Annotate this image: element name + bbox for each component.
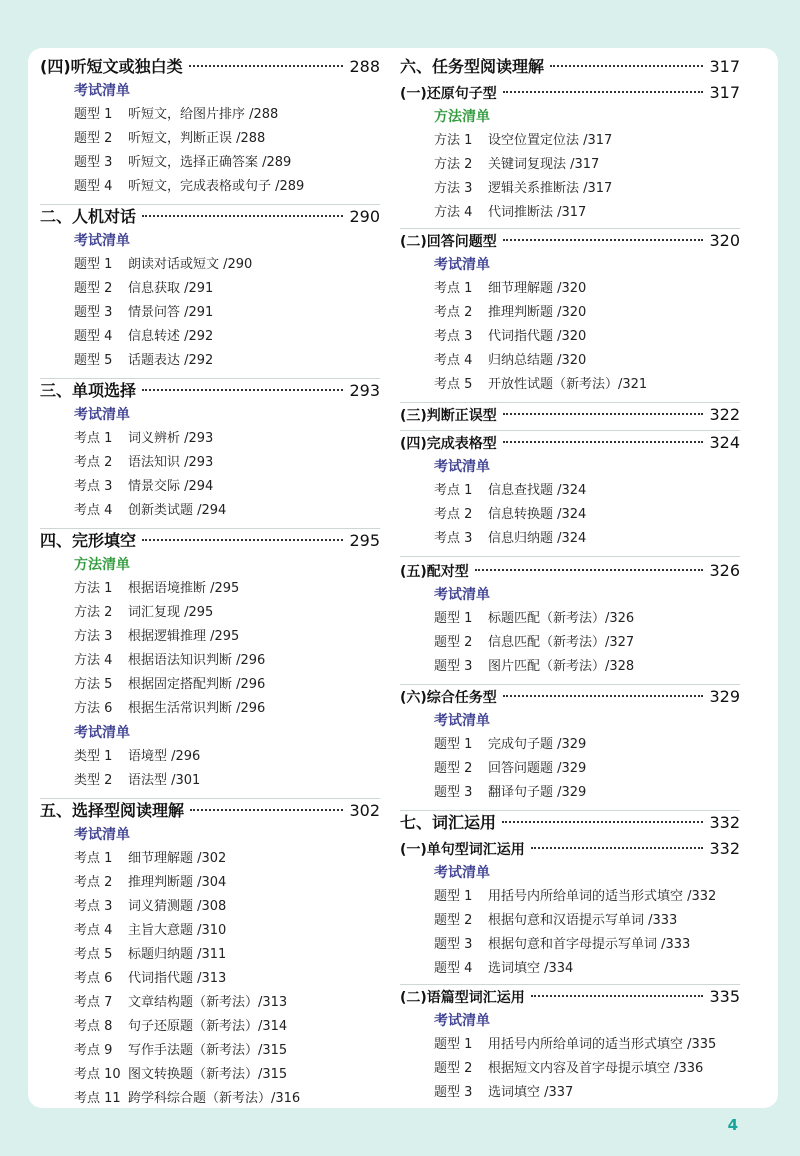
- exam-list-label: 考试清单: [74, 233, 130, 249]
- entry-number: 方法 1: [74, 581, 113, 596]
- entry-number: 题型 2: [434, 913, 473, 928]
- toc-entry[interactable]: [400, 278, 774, 300]
- dot-leader: [142, 215, 343, 217]
- section-vocabulary[interactable]: [400, 812, 740, 834]
- section-divider: [400, 684, 740, 685]
- toc-heading-title: 三、单项选择: [40, 381, 137, 400]
- entry-text: 用括号内所给单词的适当形式填空 /335: [488, 1037, 717, 1052]
- entry-number: 方法 3: [74, 629, 113, 644]
- toc-entry[interactable]: [40, 698, 414, 720]
- entry-text: 关键词复现法 /317: [488, 157, 600, 172]
- section-cloze[interactable]: [40, 530, 380, 552]
- toc-page-number: 317: [709, 57, 740, 76]
- entry-text: 创新类试题 /294: [128, 503, 227, 518]
- toc-entry[interactable]: [40, 968, 414, 990]
- toc-entry[interactable]: [400, 480, 774, 502]
- entry-number: 方法 4: [74, 653, 113, 668]
- toc-entry[interactable]: [40, 896, 414, 918]
- toc-entry[interactable]: [400, 934, 774, 956]
- toc-entry[interactable]: [400, 632, 774, 654]
- entry-text: 语法型 /301: [128, 773, 201, 788]
- entry-text: 信息转换题 /324: [488, 507, 587, 522]
- entry-text: 信息匹配（新考法）/327: [488, 635, 635, 650]
- dot-leader: [503, 441, 704, 443]
- section-divider: [40, 204, 380, 205]
- entry-number: 考点 5: [434, 377, 473, 392]
- entry-text: 信息查找题 /324: [488, 483, 587, 498]
- entry-number: 题型 1: [434, 737, 473, 752]
- toc-entry[interactable]: [40, 1064, 414, 1086]
- toc-entry[interactable]: [40, 476, 414, 498]
- entry-number: 题型 3: [434, 785, 473, 800]
- entry-text: 标题归纳题 /311: [128, 947, 227, 962]
- toc-entry[interactable]: [40, 626, 414, 648]
- entry-text: 翻译句子题 /329: [488, 785, 587, 800]
- subsection-sentence-vocab[interactable]: [400, 838, 740, 860]
- exam-list-label: 考试清单: [434, 713, 490, 729]
- entry-number: 考点 1: [74, 431, 113, 446]
- entry-text: 词义辨析 /293: [128, 431, 214, 446]
- toc-entry[interactable]: [400, 350, 774, 372]
- entry-text: 情景交际 /294: [128, 479, 214, 494]
- toc-entry[interactable]: [400, 910, 774, 932]
- entry-number: 考点 6: [74, 971, 113, 986]
- toc-page-number: 335: [709, 987, 740, 1006]
- entry-text: 词义猜测题 /308: [128, 899, 227, 914]
- section-reading-choice[interactable]: [40, 800, 380, 822]
- entry-number: 考点 2: [434, 305, 473, 320]
- exam-list-label: 考试清单: [434, 257, 490, 273]
- section-divider: [40, 378, 380, 379]
- entry-text: 标题匹配（新考法）/326: [488, 611, 635, 626]
- toc-entry[interactable]: [400, 130, 774, 152]
- subsection-restore-sentence[interactable]: [400, 82, 740, 104]
- toc-entry[interactable]: [40, 992, 414, 1014]
- section-divider: [400, 810, 740, 811]
- entry-text: 听短文，选择正确答案 /289: [128, 155, 292, 170]
- toc-heading-title: (三)判断正误型: [400, 408, 497, 424]
- entry-text: 跨学科综合题（新考法）/316: [128, 1091, 301, 1106]
- toc-entry[interactable]: [40, 944, 414, 966]
- toc-entry[interactable]: [40, 350, 414, 372]
- entry-text: 句子还原题（新考法）/314: [128, 1019, 288, 1034]
- toc-entry[interactable]: [400, 1058, 774, 1080]
- entry-number: 题型 1: [74, 107, 113, 122]
- entry-number: 考点 10: [74, 1067, 121, 1082]
- entry-text: 选词填空 /334: [488, 961, 574, 976]
- toc-entry[interactable]: [40, 650, 414, 672]
- toc-entry[interactable]: [40, 500, 414, 522]
- entry-number: 类型 2: [74, 773, 113, 788]
- toc-page-number: 324: [709, 433, 740, 452]
- entry-number: 考点 11: [74, 1091, 121, 1106]
- toc-entry[interactable]: [40, 104, 414, 126]
- entry-text: 信息转述 /292: [128, 329, 214, 344]
- entry-number: 考点 4: [74, 503, 113, 518]
- toc-page-number: 302: [349, 801, 380, 820]
- entry-number: 题型 1: [434, 889, 473, 904]
- toc-entry[interactable]: [40, 326, 414, 348]
- toc-entry[interactable]: [40, 746, 414, 768]
- entry-text: 情景问答 /291: [128, 305, 214, 320]
- entry-number: 题型 1: [434, 1037, 473, 1052]
- entry-text: 话题表达 /292: [128, 353, 214, 368]
- entry-text: 听短文，判断正误 /288: [128, 131, 266, 146]
- toc-heading-title: (一)还原句子型: [400, 86, 497, 102]
- entry-text: 完成句子题 /329: [488, 737, 587, 752]
- page-number: 4: [727, 1116, 738, 1134]
- toc-heading-title: 二、人机对话: [40, 207, 137, 226]
- entry-text: 听短文，给图片排序 /288: [128, 107, 279, 122]
- method-list-label: 方法清单: [74, 557, 130, 573]
- toc-heading-title: (二)语篇型词汇运用: [400, 990, 525, 1006]
- exam-list-label: 考试清单: [74, 725, 130, 741]
- entry-text: 选词填空 /337: [488, 1085, 574, 1100]
- toc-page-number: 326: [709, 561, 740, 580]
- entry-number: 方法 2: [74, 605, 113, 620]
- entry-text: 图文转换题（新考法）/315: [128, 1067, 288, 1082]
- toc-entry[interactable]: [400, 758, 774, 780]
- section-divider: [40, 798, 380, 799]
- toc-entry[interactable]: [40, 302, 414, 324]
- section-divider: [400, 556, 740, 557]
- subsection-comprehensive-task[interactable]: [400, 686, 740, 708]
- dot-leader: [531, 995, 704, 997]
- toc-entry[interactable]: [400, 202, 774, 224]
- entry-text: 根据句意和首字母提示写单词 /333: [488, 937, 691, 952]
- entry-number: 题型 5: [74, 353, 113, 368]
- entry-text: 根据语法知识判断 /296: [128, 653, 266, 668]
- entry-text: 逻辑关系推断法 /317: [488, 181, 613, 196]
- entry-text: 信息获取 /291: [128, 281, 214, 296]
- toc-entry[interactable]: [40, 176, 414, 198]
- entry-text: 根据逻辑推理 /295: [128, 629, 240, 644]
- dot-leader: [503, 91, 704, 93]
- entry-text: 归纳总结题 /320: [488, 353, 587, 368]
- entry-text: 开放性试题（新考法）/321: [488, 377, 648, 392]
- section-dialogue[interactable]: [40, 206, 380, 228]
- toc-entry[interactable]: [400, 958, 774, 980]
- exam-list-label: 考试清单: [434, 459, 490, 475]
- exam-list-label: 考试清单: [434, 587, 490, 603]
- exam-list-label: 考试清单: [74, 407, 130, 423]
- entry-number: 考点 7: [74, 995, 113, 1010]
- entry-number: 题型 2: [74, 281, 113, 296]
- dot-leader: [503, 239, 704, 241]
- entry-number: 方法 5: [74, 677, 113, 692]
- entry-text: 细节理解题 /302: [128, 851, 227, 866]
- dot-leader: [503, 413, 704, 415]
- entry-number: 类型 1: [74, 749, 113, 764]
- entry-number: 题型 4: [434, 961, 473, 976]
- entry-text: 文章结构题（新考法）/313: [128, 995, 288, 1010]
- entry-text: 信息归纳题 /324: [488, 531, 587, 546]
- entry-number: 考点 2: [74, 875, 113, 890]
- dot-leader: [142, 539, 343, 541]
- entry-number: 题型 2: [434, 1061, 473, 1076]
- toc-entry[interactable]: [40, 674, 414, 696]
- subsection-passage-vocab[interactable]: [400, 986, 740, 1008]
- entry-number: 考点 4: [434, 353, 473, 368]
- toc-page-number: 295: [349, 531, 380, 550]
- toc-page-number: 288: [349, 57, 380, 76]
- exam-list-label: 考试清单: [74, 827, 130, 843]
- entry-text: 写作手法题（新考法）/315: [128, 1043, 288, 1058]
- toc-entry[interactable]: [40, 152, 414, 174]
- exam-list-label: 考试清单: [434, 865, 490, 881]
- toc-entry[interactable]: [400, 374, 774, 396]
- toc-entry[interactable]: [40, 578, 414, 600]
- toc-entry[interactable]: [400, 528, 774, 550]
- toc-entry[interactable]: [40, 128, 414, 150]
- entry-text: 根据语境推断 /295: [128, 581, 240, 596]
- toc-entry[interactable]: [400, 734, 774, 756]
- section-listening-monologue[interactable]: [40, 56, 380, 78]
- exam-list-label: 考试清单: [74, 83, 130, 99]
- toc-entry[interactable]: [40, 254, 414, 276]
- toc-heading-title: 四、完形填空: [40, 531, 137, 550]
- section-divider: [400, 402, 740, 403]
- entry-number: 题型 3: [74, 305, 113, 320]
- toc-heading-title: (六)综合任务型: [400, 690, 497, 706]
- toc-page-number: 317: [709, 83, 740, 102]
- section-divider: [400, 984, 740, 985]
- entry-number: 考点 5: [74, 947, 113, 962]
- toc-entry[interactable]: [400, 326, 774, 348]
- toc-entry[interactable]: [400, 1034, 774, 1056]
- toc-entry[interactable]: [400, 302, 774, 324]
- entry-number: 题型 4: [74, 179, 113, 194]
- toc-entry[interactable]: [400, 782, 774, 804]
- entry-number: 考点 9: [74, 1043, 113, 1058]
- entry-number: 考点 1: [74, 851, 113, 866]
- toc-entry[interactable]: [40, 278, 414, 300]
- entry-text: 代词推断法 /317: [488, 205, 587, 220]
- entry-number: 考点 3: [74, 479, 113, 494]
- entry-number: 题型 4: [74, 329, 113, 344]
- entry-number: 题型 2: [434, 635, 473, 650]
- entry-number: 题型 1: [434, 611, 473, 626]
- toc-heading-title: (二)回答问题型: [400, 234, 497, 250]
- toc-page-number: 332: [709, 813, 740, 832]
- entry-number: 考点 3: [434, 531, 473, 546]
- toc-entry[interactable]: [40, 920, 414, 942]
- section-task-reading[interactable]: [400, 56, 740, 78]
- toc-heading-title: 六、任务型阅读理解: [400, 57, 545, 76]
- entry-number: 考点 1: [434, 483, 473, 498]
- toc-entry[interactable]: [400, 656, 774, 678]
- dot-leader: [502, 821, 703, 823]
- section-single-choice[interactable]: [40, 380, 380, 402]
- entry-number: 考点 2: [74, 455, 113, 470]
- toc-page-number: 320: [709, 231, 740, 250]
- entry-number: 考点 4: [74, 923, 113, 938]
- entry-number: 考点 8: [74, 1019, 113, 1034]
- entry-text: 推理判断题 /304: [128, 875, 227, 890]
- entry-number: 方法 6: [74, 701, 113, 716]
- entry-number: 题型 2: [434, 761, 473, 776]
- subsection-complete-table[interactable]: [400, 432, 740, 454]
- toc-entry[interactable]: [40, 428, 414, 450]
- entry-number: 题型 1: [74, 257, 113, 272]
- toc-entry[interactable]: [40, 602, 414, 624]
- entry-text: 语法知识 /293: [128, 455, 214, 470]
- toc-entry[interactable]: [400, 178, 774, 200]
- entry-number: 题型 2: [74, 131, 113, 146]
- entry-number: 题型 3: [434, 659, 473, 674]
- method-list-label: 方法清单: [434, 109, 490, 125]
- entry-number: 题型 3: [74, 155, 113, 170]
- section-divider: [400, 228, 740, 229]
- entry-text: 细节理解题 /320: [488, 281, 587, 296]
- entry-number: 考点 1: [434, 281, 473, 296]
- toc-entry[interactable]: [400, 1082, 774, 1104]
- entry-number: 方法 2: [434, 157, 473, 172]
- entry-number: 题型 3: [434, 1085, 473, 1100]
- dot-leader: [550, 65, 703, 67]
- exam-list-label: 考试清单: [434, 1013, 490, 1029]
- toc-page-number: 322: [709, 405, 740, 424]
- toc-entry[interactable]: [40, 1016, 414, 1038]
- dot-leader: [142, 389, 343, 391]
- entry-text: 设空位置定位法 /317: [488, 133, 613, 148]
- section-divider: [400, 430, 740, 431]
- entry-number: 题型 3: [434, 937, 473, 952]
- toc-page-number: 293: [349, 381, 380, 400]
- entry-text: 词汇复现 /295: [128, 605, 214, 620]
- toc-entry[interactable]: [400, 886, 774, 908]
- toc-page-number: 332: [709, 839, 740, 858]
- section-divider: [40, 528, 380, 529]
- toc-page-number: 329: [709, 687, 740, 706]
- toc-entry[interactable]: [40, 848, 414, 870]
- entry-text: 代词指代题 /313: [128, 971, 227, 986]
- dot-leader: [189, 65, 344, 67]
- entry-number: 考点 3: [74, 899, 113, 914]
- toc-heading-title: (四)听短文或独白类: [40, 57, 183, 76]
- toc-entry[interactable]: [40, 770, 414, 792]
- dot-leader: [190, 809, 343, 811]
- entry-number: 考点 2: [434, 507, 473, 522]
- entry-text: 语境型 /296: [128, 749, 201, 764]
- toc-entry[interactable]: [400, 154, 774, 176]
- entry-text: 主旨大意题 /310: [128, 923, 227, 938]
- toc-entry[interactable]: [400, 608, 774, 630]
- toc-heading-title: 七、词汇运用: [400, 813, 497, 832]
- entry-number: 方法 3: [434, 181, 473, 196]
- entry-text: 根据生活常识判断 /296: [128, 701, 266, 716]
- subsection-answer-questions[interactable]: [400, 230, 740, 252]
- entry-text: 用括号内所给单词的适当形式填空 /332: [488, 889, 717, 904]
- entry-text: 根据固定搭配判断 /296: [128, 677, 266, 692]
- entry-number: 方法 1: [434, 133, 473, 148]
- entry-text: 回答问题题 /329: [488, 761, 587, 776]
- entry-text: 图片匹配（新考法）/328: [488, 659, 635, 674]
- entry-text: 代词指代题 /320: [488, 329, 587, 344]
- toc-entry[interactable]: [40, 452, 414, 474]
- subsection-matching[interactable]: [400, 560, 740, 582]
- toc-entry[interactable]: [40, 1088, 414, 1110]
- toc-entry[interactable]: [40, 872, 414, 894]
- entry-number: 方法 4: [434, 205, 473, 220]
- subsection-true-false[interactable]: [400, 404, 740, 426]
- dot-leader: [503, 695, 704, 697]
- entry-text: 根据短文内容及首字母提示填空 /336: [488, 1061, 704, 1076]
- toc-entry[interactable]: [40, 1040, 414, 1062]
- toc-heading-title: (四)完成表格型: [400, 436, 497, 452]
- toc-heading-title: (五)配对型: [400, 564, 469, 580]
- toc-entry[interactable]: [400, 504, 774, 526]
- dot-leader: [475, 569, 704, 571]
- dot-leader: [531, 847, 704, 849]
- toc-heading-title: (一)单句型词汇运用: [400, 842, 525, 858]
- entry-text: 根据句意和汉语提示写单词 /333: [488, 913, 678, 928]
- toc-page-number: 290: [349, 207, 380, 226]
- entry-text: 推理判断题 /320: [488, 305, 587, 320]
- toc-heading-title: 五、选择型阅读理解: [40, 801, 185, 820]
- entry-number: 考点 3: [434, 329, 473, 344]
- entry-text: 朗读对话或短文 /290: [128, 257, 253, 272]
- entry-text: 听短文，完成表格或句子 /289: [128, 179, 305, 194]
